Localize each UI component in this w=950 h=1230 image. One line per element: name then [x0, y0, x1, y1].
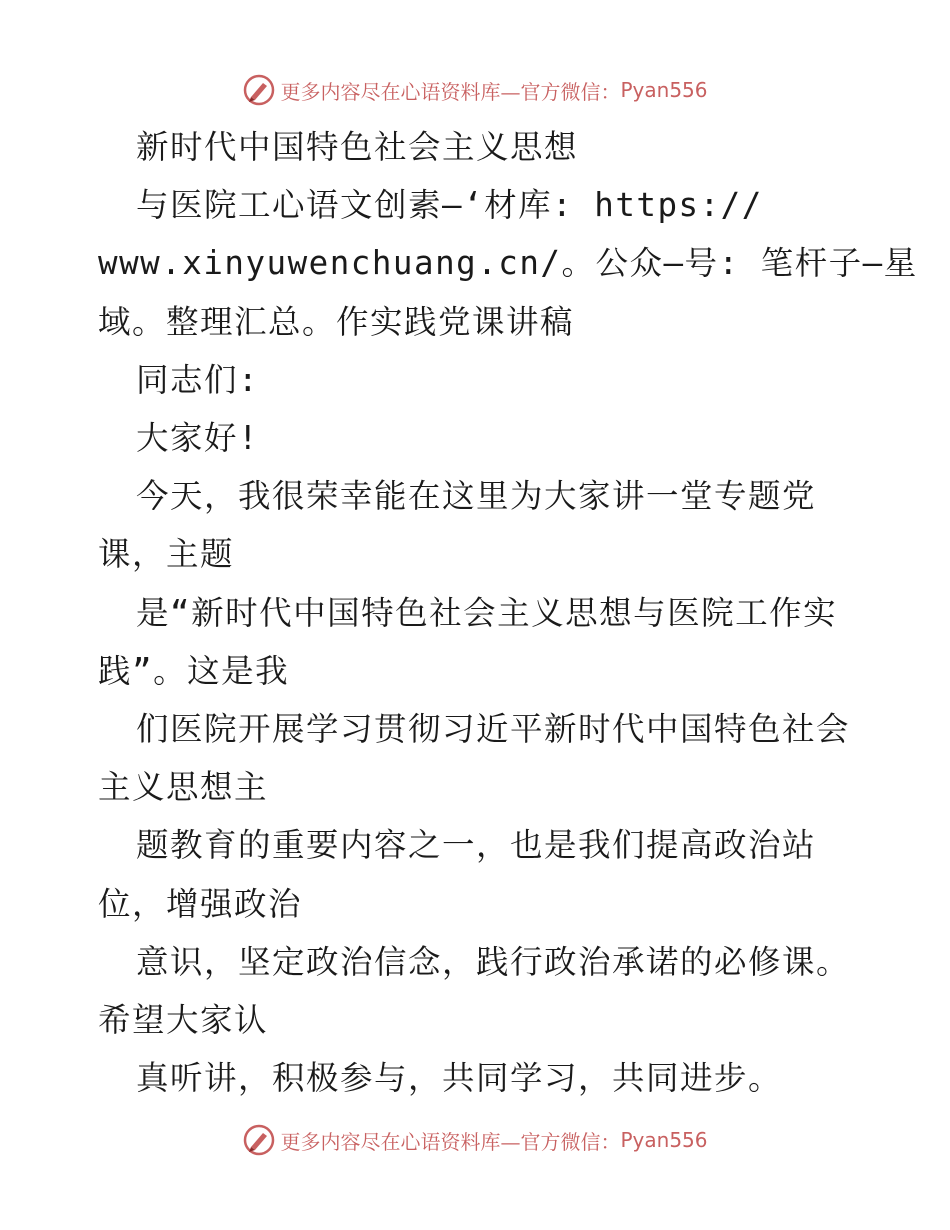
- text-line: 题教育的重要内容之一，也是我们提高政治站: [136, 826, 817, 865]
- banner-wechat-id: Pyan556: [620, 1128, 708, 1152]
- pen-logo-icon: [242, 73, 276, 107]
- text-line: 大家好!: [136, 419, 260, 458]
- text-line: 践”。这是我: [98, 651, 290, 690]
- banner-text: 更多内容尽在心语资料库—官方微信：: [280, 1129, 621, 1154]
- text-line: 意识，坚定政治信念，践行政治承诺的必修课。: [136, 942, 851, 981]
- text-line: 真听讲，积极参与，共同学习，共同进步。: [136, 1059, 783, 1098]
- text-line: 同志们:: [136, 360, 260, 399]
- banner-wechat-id: Pyan556: [620, 78, 708, 102]
- footer-watermark-banner: [0, 1120, 950, 1160]
- document-body: [98, 118, 918, 1107]
- text-line: 希望大家认: [98, 1001, 269, 1040]
- pen-logo-icon: [242, 1123, 276, 1157]
- text-line: 是“新时代中国特色社会主义思想与医院工作实: [136, 593, 838, 632]
- text-line: 与医院工心语文创素—‘材库: https://: [136, 186, 763, 225]
- banner-text: 更多内容尽在心语资料库—官方微信：: [280, 79, 621, 104]
- text-line: www.xinyuwenchuang.cn/。公众—号: 笔杆子—星: [98, 244, 918, 283]
- text-line: 位，增强政治: [98, 884, 303, 923]
- text-line: 新时代中国特色社会主义思想: [136, 128, 579, 166]
- text-line: 主义思想主: [98, 768, 269, 807]
- text-line: 课，主题: [98, 535, 235, 574]
- header-watermark-banner: [0, 70, 950, 110]
- text-line: 今天，我很荣幸能在这里为大家讲一堂专题党: [136, 477, 817, 516]
- text-line: 们医院开展学习贯彻习近平新时代中国特色社会: [136, 710, 851, 749]
- text-line: 域。整理汇总。作实践党课讲稿: [98, 302, 575, 341]
